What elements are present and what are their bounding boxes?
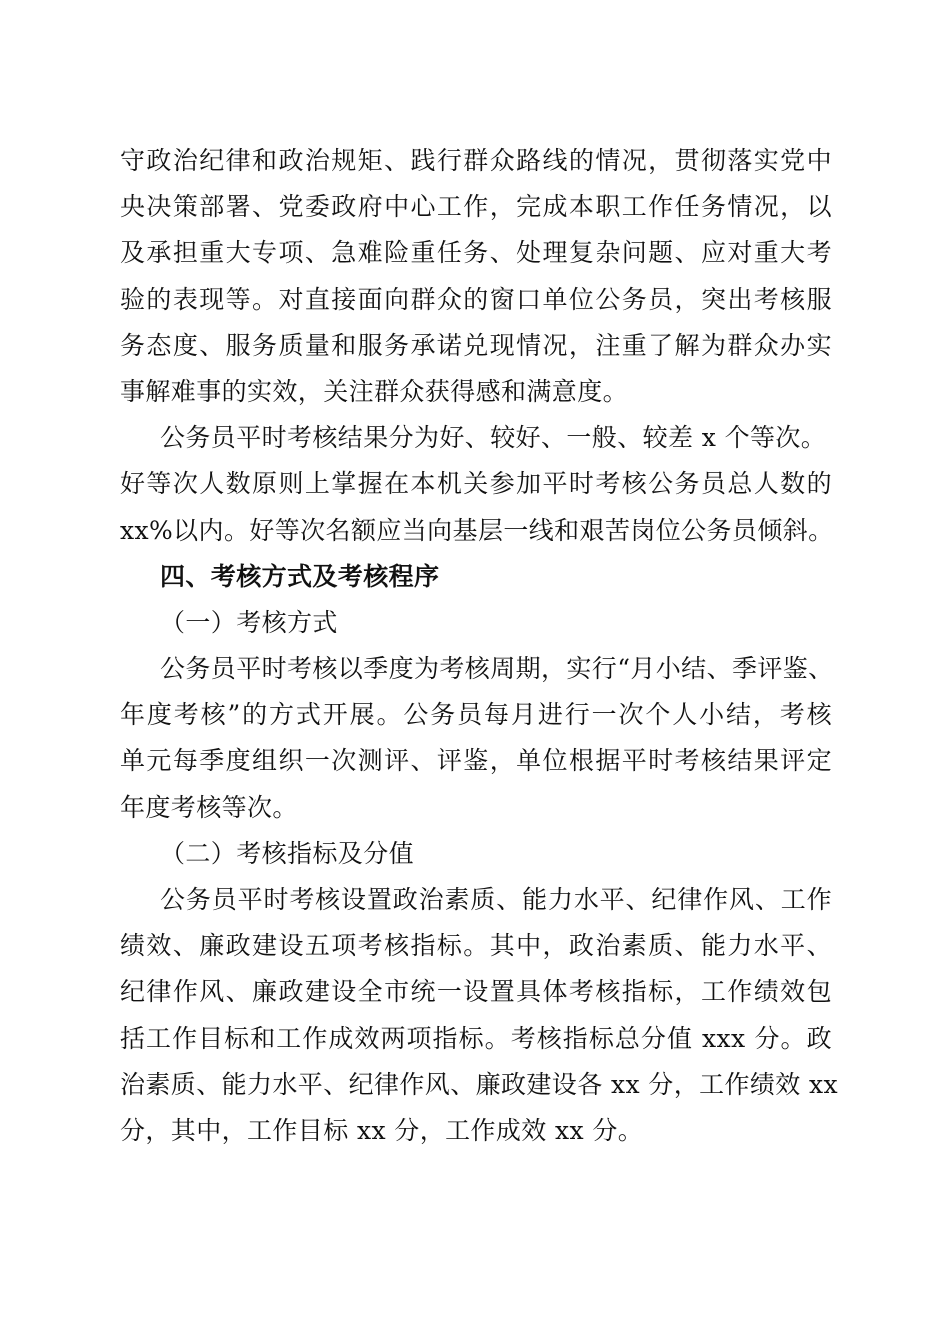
paragraph-indicators-scores [120, 877, 839, 1154]
text-line: 务态度、服务质量和服务承诺兑现情况，注重了解为群众办实 [120, 330, 832, 360]
text-line: 好等次人数原则上掌握在本机关参加平时考核公务员总人数的 [120, 469, 832, 499]
paragraph-evaluation-method [120, 646, 832, 831]
text-line: 绩效、廉政建设五项考核指标。其中，政治素质、能力水平、 [120, 931, 832, 961]
text-line: 事解难事的实效，关注群众获得感和满意度。 [120, 376, 629, 406]
document-body [120, 138, 839, 1154]
text-line: 央决策部署、党委政府中心工作，完成本职工作任务情况，以 [120, 192, 832, 222]
text-line: 年度考核”的方式开展。公务员每月进行一次个人小结，考核 [120, 700, 832, 730]
text-line: 治素质、能力水平、纪律作风、廉政建设各 xx 分，工作绩效 xx [120, 1069, 839, 1099]
text-line: 单元每季度组织一次测评、评鉴，单位根据平时考核结果评定 [120, 746, 832, 776]
text-line: 及承担重大专项、急难险重任务、处理复杂问题、应对重大考 [120, 238, 832, 268]
text-line: 公务员平时考核结果分为好、较好、一般、较差 x 个等次。 [160, 423, 827, 453]
section-heading: 四、考核方式及考核程序 [160, 561, 440, 591]
subsection-heading: （一）考核方式 [160, 607, 338, 637]
text-line: 验的表现等。对直接面向群众的窗口单位公务员，突出考核服 [120, 284, 832, 314]
text-line: 年度考核等次。 [120, 792, 298, 822]
text-line: 公务员平时考核以季度为考核周期，实行“月小结、季评鉴、 [160, 654, 834, 684]
text-line: 守政治纪律和政治规矩、践行群众路线的情况，贯彻落实党中 [120, 146, 832, 175]
paragraph-evaluation-content [120, 138, 832, 415]
subsection-heading: （二）考核指标及分值 [160, 838, 415, 868]
text-line: xx%以内。好等次名额应当向基层一线和艰苦岗位公务员倾斜。 [120, 515, 834, 545]
text-line: 公务员平时考核设置政治素质、能力水平、纪律作风、工作 [160, 885, 832, 914]
paragraph-result-grades [120, 415, 832, 554]
text-line: 分，其中，工作目标 xx 分，工作成效 xx 分。 [120, 1115, 644, 1145]
text-line: 纪律作风、廉政建设全市统一设置具体考核指标，工作绩效包 [120, 977, 832, 1007]
text-line: 括工作目标和工作成效两项指标。考核指标总分值 xxx 分。政 [120, 1023, 832, 1053]
